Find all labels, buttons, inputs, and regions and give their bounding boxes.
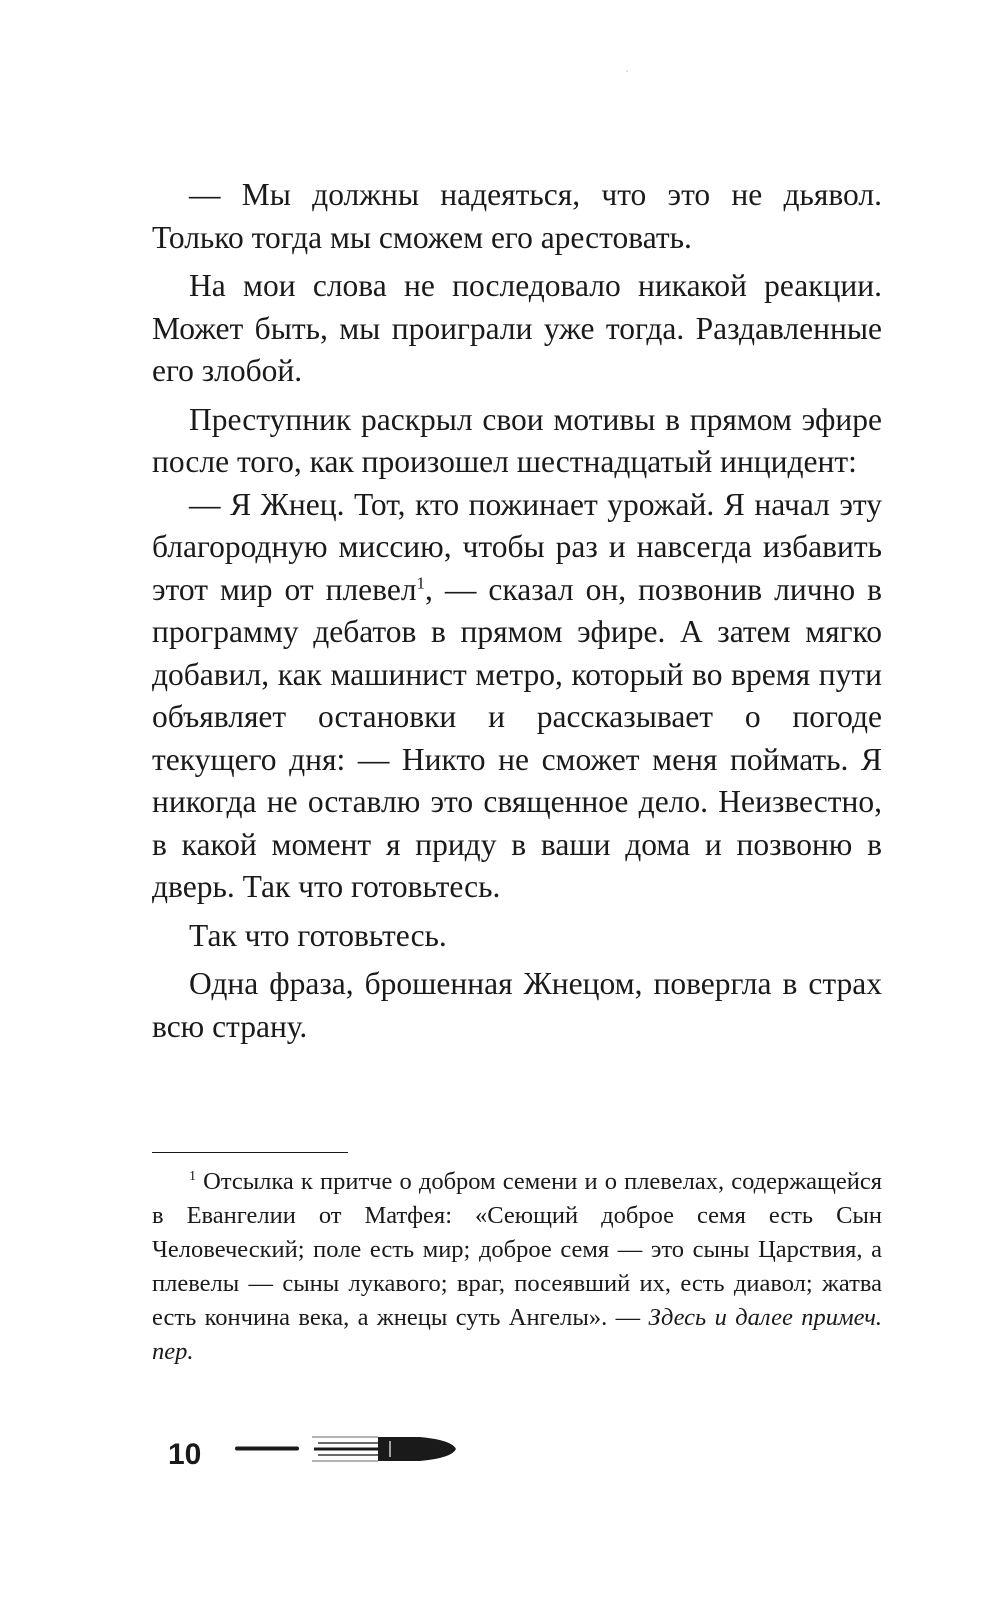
body-text — [152, 174, 882, 1048]
paragraph — [152, 484, 882, 909]
paragraph: На мои слова не последовало никакой реакции. Может быть, мы проиграли уже тогда. Раздавленные его злобой. — [152, 268, 882, 388]
footnote-divider — [152, 1152, 348, 1153]
paragraph: — Мы должны надеяться, что это не дьявол. Только тогда мы сможем его арестовать. — [152, 177, 882, 255]
footnote-italic-note: Здесь и далее примеч. пер. — [152, 1304, 883, 1365]
paragraph: Преступник раскрыл свои мотивы в прямом эфире после того, как произошел шестнадцатый инцидент: — [152, 401, 882, 479]
paragraph: Так что готовьтесь. — [189, 917, 447, 953]
footnote — [152, 1165, 882, 1369]
paragraph-part: , — сказал он, позвонив лично в программу дебатов в прямом эфире. А затем мягко добавил, как машинист метро, который во время пути объявляет остановки и рассказывает о погоде текущего дня: — Никто не сможет меня поймать. Я никогда не оставлю это священное дело. Неизвестно, в какой момент я приду в ваши дома и позвоню в дверь. Так что готовьтесь. — [152, 571, 883, 904]
footnote-text: Отсылка к притче о добром семени и о плевелах, содержащейся в Евангелии от Матфея: «Сеющий доброе семя есть Сын Человеческий; поле есть мир; доброе семя — это сыны Царствия, а плевелы — сыны лукавого; враг, посеявший их, есть диавол; жатва есть кончина века, а жнецы суть Ангелы». — — [152, 1168, 883, 1331]
footnote-mark: 1 — [189, 1168, 196, 1184]
paragraph-part: — Я Жнец. Тот, кто пожинает урожай. Я начал эту благородную миссию, чтобы раз и навсегда избавить этот мир от плевел — [152, 486, 882, 607]
paragraph: Одна фраза, брошенная Жнецом, повергла в страх всю страну. — [152, 966, 882, 1044]
page-number: 10 — [168, 1438, 202, 1471]
footnote-reference[interactable]: 1 — [416, 573, 426, 592]
bullet-ornament-icon — [230, 1428, 460, 1470]
paper-speck — [626, 70, 628, 72]
